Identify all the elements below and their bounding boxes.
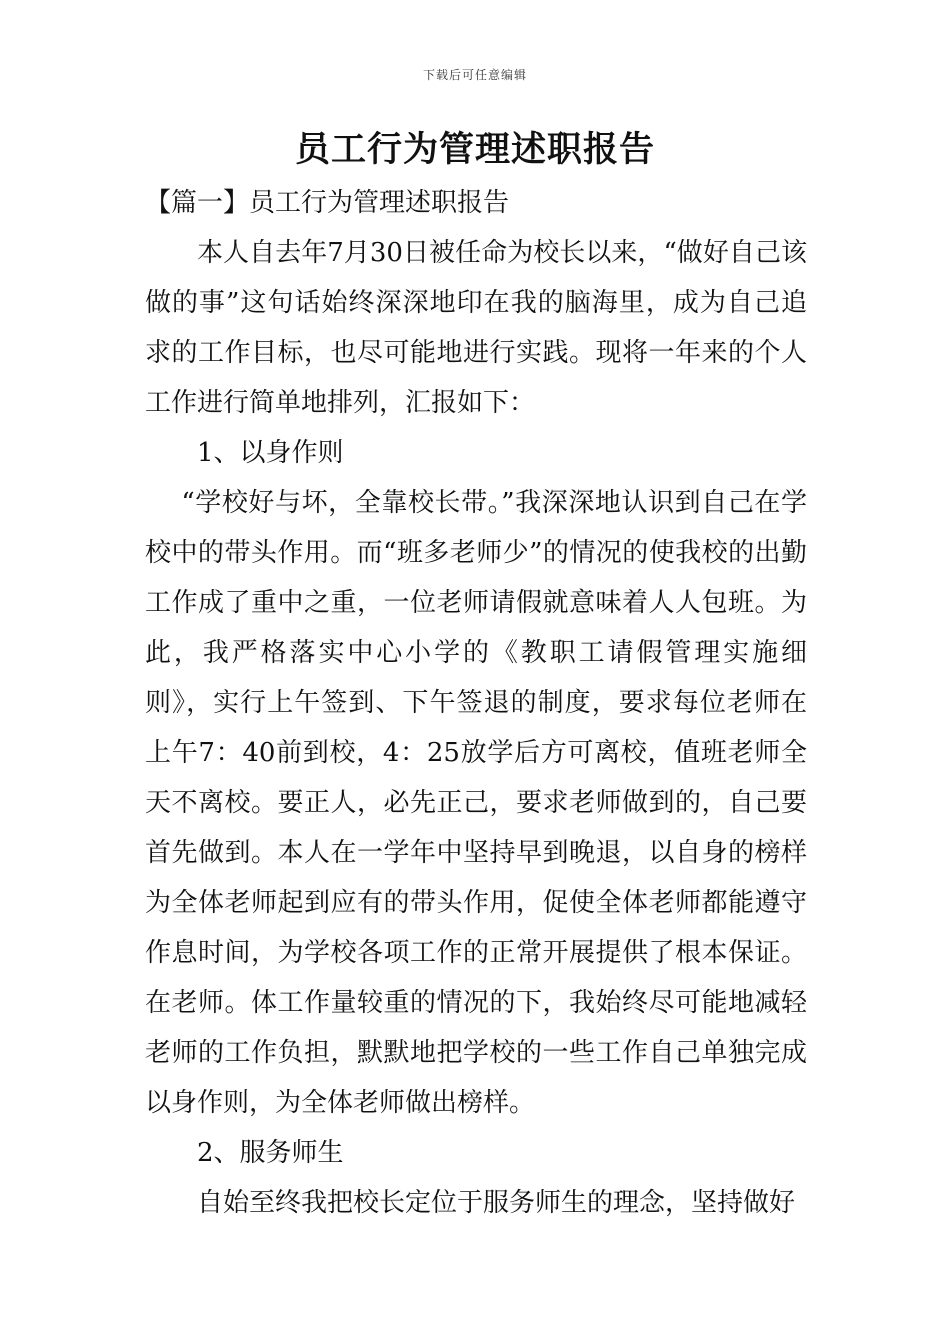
section-heading-serve-teachers-students: 2、服务师生 [197, 1138, 344, 1168]
section-heading-lead-by-example: 1、以身作则 [197, 438, 344, 468]
paragraph-lead-by-example: “学校好与坏，全靠校长带。”我深深地认识到自己在学校中的带头作用。而“班多老师少”的情况的使我校的出勤工作成了重中之重，一位老师请假就意味着人人包班。为此，我严格落实中心小学的《教职工请假管理实施细则》，实行上午签到、下午签退的制度，要求每位老师在上午7：40前到校，4：25放学后方可离校，值班老师全天不离校。要正人，必先正己，要求老师做到的，自己要首先做到。本人在一学年中坚持早到晚退，以自身的榜样为全体老师起到应有的带头作用，促使全体老师都能遵守作息时间，为学校各项工作的正常开展提供了根本保证。在老师。体工作量较重的情况的下，我始终尽可能地减轻老师的工作负担，默默地把学校的一些工作自己单独完成以身作则，为全体老师做出榜样。 [145, 488, 807, 1118]
page-header-note: 下载后可任意编辑 [422, 68, 527, 82]
document-title: 员工行为管理述职报告 [294, 129, 655, 170]
document-subtitle: 【篇一】员工行为管理述职报告 [145, 188, 510, 218]
document-body [145, 178, 807, 1228]
paragraph-serve-teachers-students: 自始至终我把校长定位于服务师生的理念，坚持做好 [197, 1188, 796, 1218]
paragraph-intro: 本人自去年7月30日被任命为校长以来，“做好自己该做的事”这句话始终深深地印在我的脑海里，成为自己追求的工作目标，也尽可能地进行实践。现将一年来的个人工作进行简单地排列，汇报如下： [145, 238, 807, 418]
